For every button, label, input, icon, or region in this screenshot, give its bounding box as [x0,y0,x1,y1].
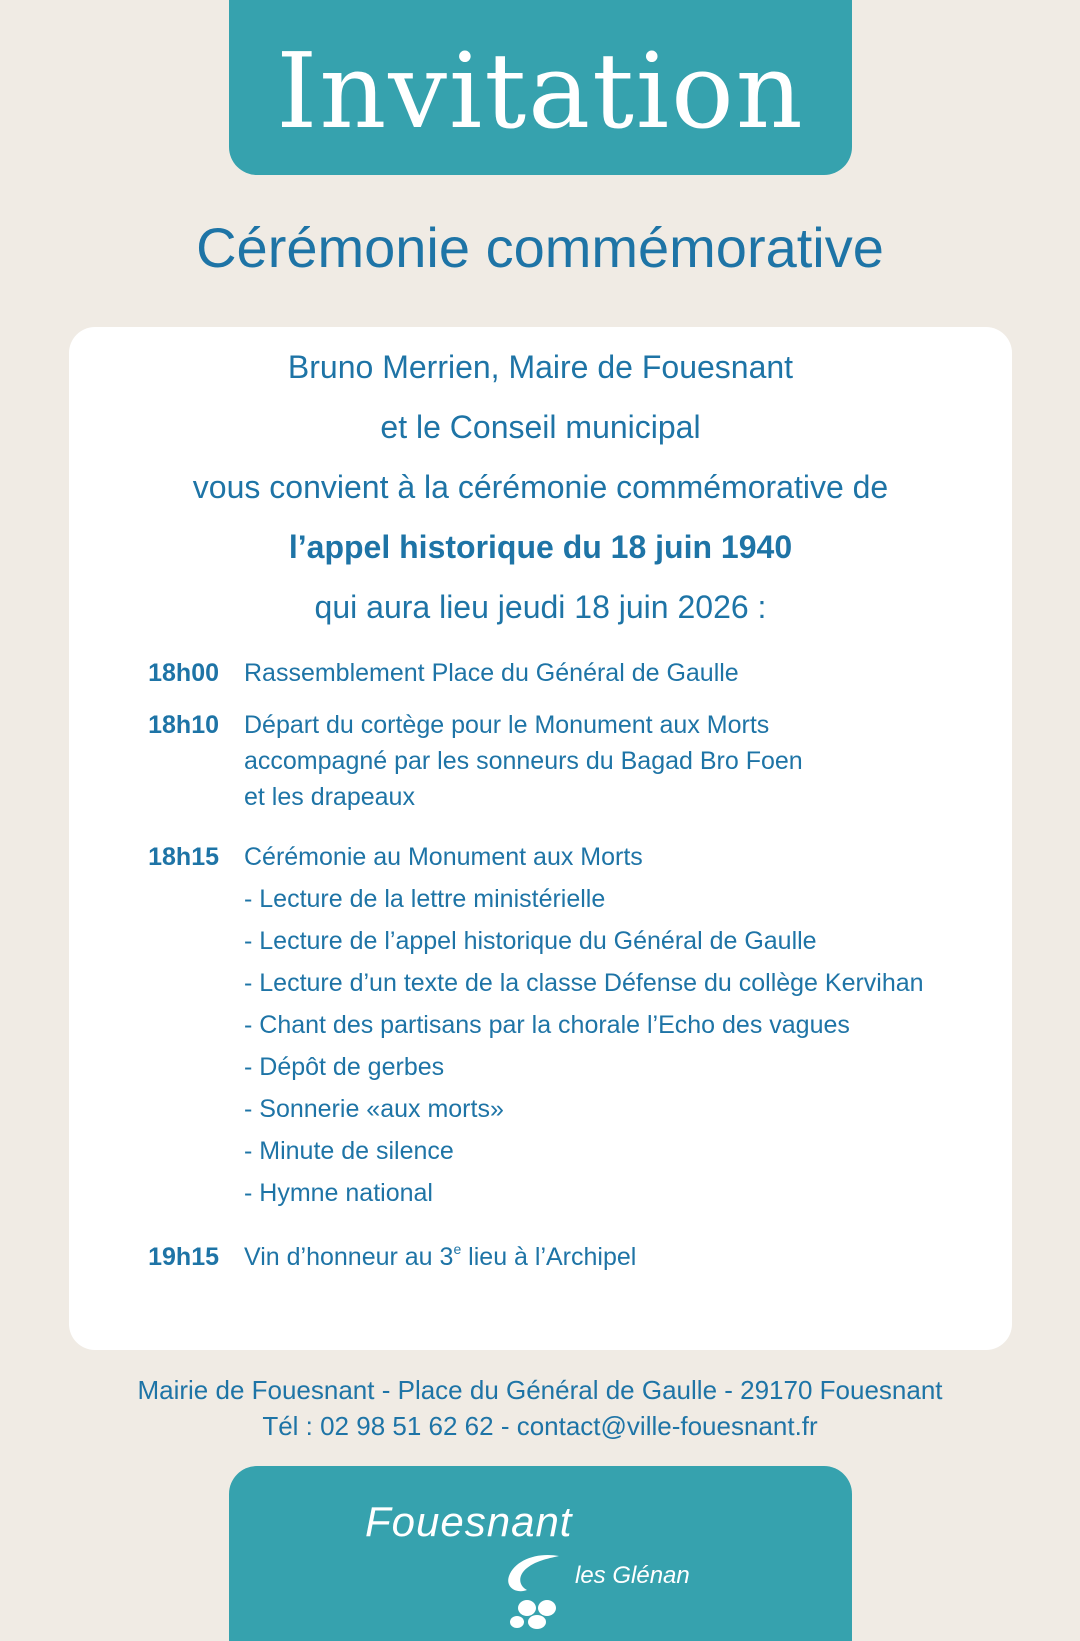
ceremony-item: - Lecture de la lettre ministérielle [244,885,606,913]
footer-address: Mairie de Fouesnant - Place du Général de Gaulle - 29170 Fouesnant [137,1375,943,1405]
ceremony-item: - Lecture d’un texte de la classe Défense du collège Kervihan [244,969,924,997]
intro-line-host: Bruno Merrien, Maire de Fouesnant [287,349,794,385]
schedule-time: 19h15 [148,1243,219,1271]
page-title: Invitation [276,29,805,152]
intro-line-date: qui aura lieu jeudi 18 juin 2026 : [314,589,767,625]
schedule-time: 18h00 [148,659,219,687]
ceremony-item: - Sonnerie «aux morts» [244,1095,504,1123]
ceremony-item: - Lecture de l’appel historique du Général de Gaulle [244,927,817,955]
schedule-text: Départ du cortège pour le Monument aux Morts [244,711,770,739]
schedule-text: accompagné par les sonneurs du Bagad Bro Foen [244,747,803,775]
logo-subtitle: les Glénan [575,1562,690,1589]
intro-line-event: l’appel historique du 18 juin 1940 [288,529,793,565]
shell-logo-icon [497,1550,573,1630]
header-banner [229,0,852,175]
schedule-time: 18h10 [148,711,219,739]
logo-banner [229,1466,852,1641]
schedule-text: et les drapeaux [244,783,415,811]
footer-contact: Tél : 02 98 51 62 62 - contact@ville-fouesnant.fr [262,1411,818,1441]
schedule-time: 18h15 [148,843,219,871]
ceremony-item: - Dépôt de gerbes [244,1053,445,1081]
page-subtitle: Cérémonie commémorative [196,216,884,279]
intro-line-council: et le Conseil municipal [380,409,701,445]
schedule-text: Rassemblement Place du Général de Gaulle [244,659,739,687]
ceremony-item: - Hymne national [244,1179,433,1207]
ceremony-item: - Minute de silence [244,1137,454,1165]
schedule-text: Vin d’honneur au 3e lieu à l’Archipel [244,1241,637,1271]
intro-line-invite: vous convient à la cérémonie commémorative de [192,469,889,505]
schedule-text: Cérémonie au Monument aux Morts [244,843,643,871]
logo-wordmark: Fouesnant [365,1498,573,1545]
ceremony-item: - Chant des partisans par la chorale l’Echo des vagues [244,1011,850,1039]
invitation-card [69,327,1012,1350]
